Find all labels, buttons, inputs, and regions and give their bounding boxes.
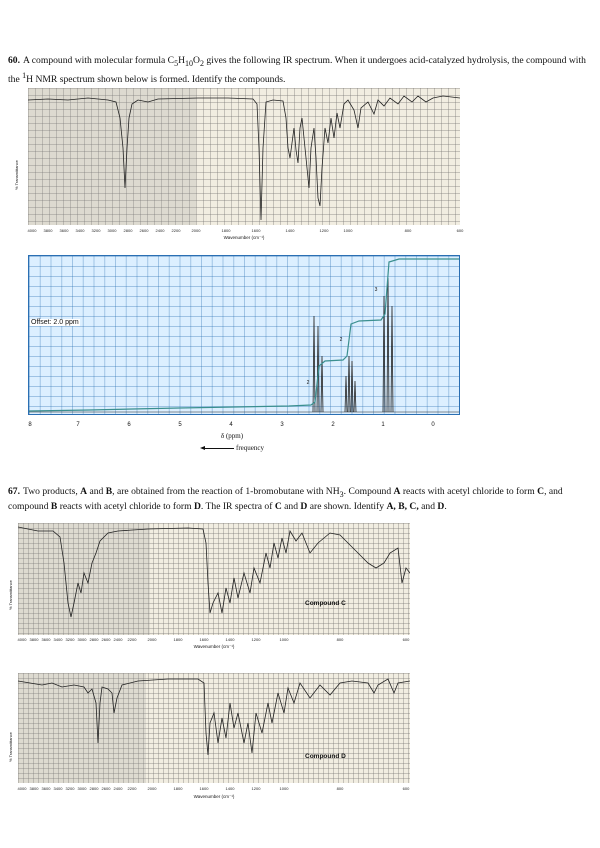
ir-spectrum-1 xyxy=(28,88,460,225)
integration-label: 2 xyxy=(339,337,343,343)
compound-c-label: Compound C xyxy=(305,600,346,607)
ir-trace-c xyxy=(18,523,410,635)
nmr-tick: 5 xyxy=(178,422,182,428)
nmr-spectrum xyxy=(28,255,460,415)
ir-spectrum-c xyxy=(18,523,410,635)
nmr-offset-label: Offset: 2.0 ppm xyxy=(31,319,79,326)
integration-label: 2 xyxy=(306,380,310,386)
ir-c-ylabel: % Transmittance xyxy=(8,580,13,610)
ir-trace-d xyxy=(18,673,410,783)
nmr-tick: 6 xyxy=(127,422,131,428)
ir-spectrum-d xyxy=(18,673,410,783)
ir-1-xlabel: Wavenumber (cm⁻¹) xyxy=(223,235,265,240)
nmr-tick: 0 xyxy=(431,422,435,428)
question-60: 60. A compound with molecular formula $C_5H_{10}O_2$ gives the following IR spectrum. When it undergoes acid-catalyzed hydrolysis, the compound with the $^1$H NMR spectrum shown below is formed. Identify the compounds. xyxy=(8,55,586,86)
nmr-tick: 4 xyxy=(229,422,233,428)
question-67: 67. Two products, A and B, are obtained from the reaction of 1-bromobutane with $NH_3$. Compound A reacts with acetyl chloride to form C, and compound B reacts with acetyl chloride to form D. The IR spectra of C and D are shown. Identify A, B, C, and D. xyxy=(8,486,563,512)
ir-c-xlabel: Wavenumber (cm⁻¹) xyxy=(193,644,235,649)
ir-d-ylabel: % Transmittance xyxy=(8,732,13,762)
nmr-tick: 2 xyxy=(331,422,335,428)
question-number: 67. xyxy=(8,486,20,497)
nmr-tick: 3 xyxy=(280,422,284,428)
nmr-tick: 8 xyxy=(28,422,32,428)
nmr-tick: 1 xyxy=(381,422,385,428)
nmr-trace xyxy=(29,256,459,414)
nmr-tick: 7 xyxy=(76,422,80,428)
compound-d-label: Compound D xyxy=(305,753,346,760)
ir-trace-1 xyxy=(28,88,460,225)
arrow-icon xyxy=(204,448,234,449)
nmr-frequency-label: frequency xyxy=(236,444,264,452)
question-number: 60. xyxy=(8,55,20,66)
ir-1-ylabel: % Transmittance xyxy=(14,160,19,190)
integration-label: 3 xyxy=(374,287,378,293)
nmr-xlabel: δ (ppm) xyxy=(220,432,244,440)
ir-d-xlabel: Wavenumber (cm⁻¹) xyxy=(193,794,235,799)
